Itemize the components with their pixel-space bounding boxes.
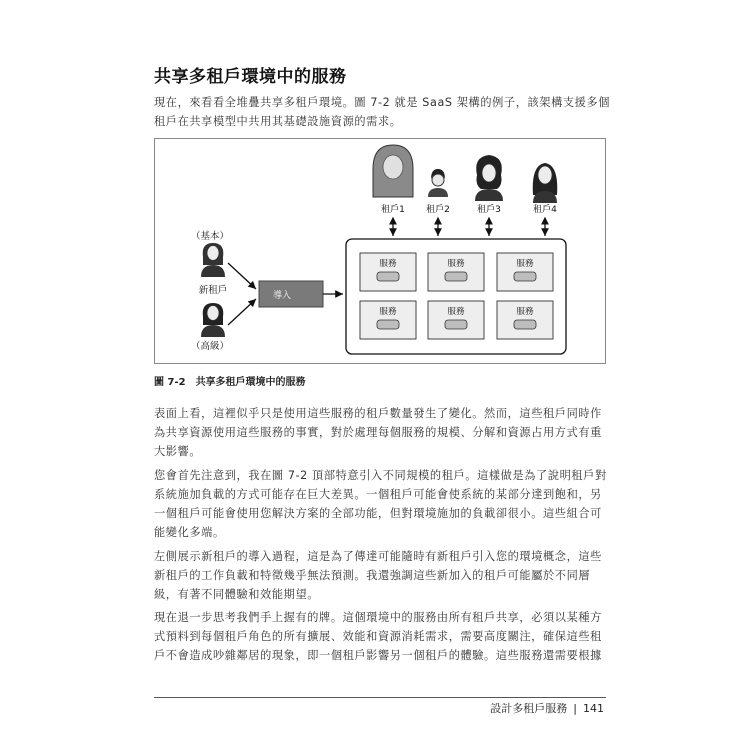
tenant-3-label: 租戶3: [477, 205, 501, 215]
tenant-2-label: 租戶2: [426, 205, 450, 215]
onboarding-label: 導入: [272, 291, 292, 301]
paragraph-3: 左側展示新租戶的導入過程，這是為了傳達可能隨時有新租戶引入您的環境概念，這些新租戶的工作負載和特徵幾乎無法預測。我還強調這些新加入的租戶可能屬於不同層級，有著不同體驗和效能期望。: [154, 550, 602, 601]
service-label: 服務: [447, 307, 465, 317]
service-box: [497, 301, 553, 339]
service-db-icon: [445, 272, 467, 281]
basic-tenant-avatar-icon: [201, 243, 225, 277]
service-db-icon: [377, 320, 399, 329]
section-title: 共享多租戶環境中的服務: [154, 67, 347, 87]
paragraph-1: 表面上看，這裡似乎只是使用這些服務的租戶數量發生了變化。然而，這些租戶同時作為共享資源使用這些服務的事實，對於處理每個服務的規模、分解和資源占用方式有重大影響。: [154, 407, 602, 458]
footer-separator: |: [573, 702, 577, 715]
footer-chapter-title: 設計多租戶服務: [490, 702, 568, 715]
basic-to-onboarding-arrow: [228, 263, 256, 289]
tenant-3-avatar-icon: [475, 155, 503, 201]
service-label: 服務: [516, 307, 534, 317]
service-box: [360, 301, 416, 339]
service-box: [428, 301, 484, 339]
service-label: 服務: [379, 307, 397, 317]
premium-tier-label: （高級）: [190, 341, 230, 352]
basic-tier-label: （基本）: [190, 231, 230, 242]
tenant-4-label: 租戶4: [533, 205, 557, 215]
service-box: [428, 253, 484, 291]
figure-caption: [154, 373, 306, 388]
paragraph-2: 您會首先注意到，我在圖 7-2 頂部特意引入不同規模的租戶。這樣做是為了說明租戶對系統施加負載的方式可能存在巨大差異。一個租戶可能會使系統的某部分達到飽和，另一個租戶可能會使用您解決方案的全部功能，但對環境施加的負載卻很小。這些組合可能變化多端。: [154, 469, 607, 539]
tenant-2-avatar-icon: [428, 169, 448, 197]
service-label: 服務: [379, 259, 397, 269]
footer-rule: [154, 697, 606, 698]
service-db-icon: [514, 272, 536, 281]
tenant-4-avatar-icon: [533, 163, 558, 203]
service-db-icon: [445, 320, 467, 329]
caption-text: 共享多租戶環境中的服務: [195, 377, 306, 388]
caption-number: 圖 7-2: [154, 377, 186, 388]
service-label: 服務: [447, 259, 465, 269]
premium-to-onboarding-arrow: [228, 299, 256, 325]
figure-7-2: [154, 138, 606, 364]
tenant-1-avatar-icon: [373, 145, 413, 197]
tenant-1-label: 租戶1: [381, 205, 405, 215]
service-label: 服務: [516, 259, 534, 269]
new-tenant-label: 新租戶: [198, 285, 228, 296]
page-number: 141: [583, 702, 604, 715]
service-db-icon: [514, 320, 536, 329]
page-footer: [490, 700, 604, 716]
paragraph-4: 現在退一步思考我們手上握有的牌。這個環境中的服務由所有租戶共享，必須以某種方式預料到每個租戶角色的所有擴展、效能和資源消耗需求，需要高度關注，確保這些租戶不會造成吵雜鄰居的現象，即一個租戶影響另一個租戶的體驗。這些服務還需要根據: [154, 611, 602, 662]
service-db-icon: [377, 272, 399, 281]
service-box: [497, 253, 553, 291]
premium-tenant-avatar-icon: [201, 303, 225, 337]
intro-paragraph: 現在，來看看全堆疊共享多租戶環境。圖 7-2 就是 SaaS 架構的例子，該架構支援多個租戶在共享模型中共用其基礎設施資源的需求。: [154, 96, 611, 128]
service-box: [360, 253, 416, 291]
architecture-diagram: [155, 139, 607, 365]
